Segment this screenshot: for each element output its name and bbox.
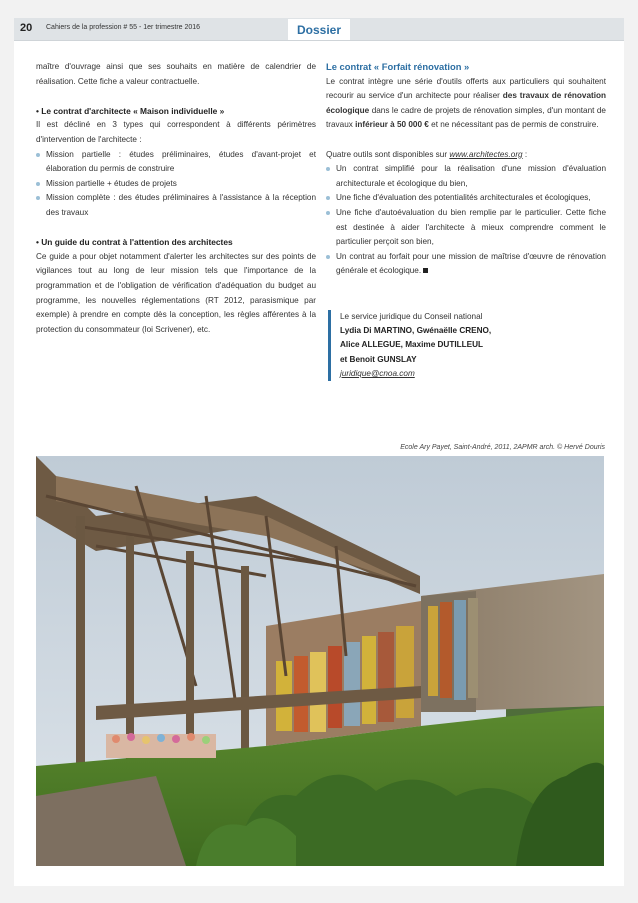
section1-body: Il est décliné en 3 types qui correspondent à différents périmètres d'intervention de l'architecte : <box>36 120 316 144</box>
bullet-icon <box>36 182 40 186</box>
issue-line: Cahiers de la profession # 55 - 1er trimestre 2016 <box>46 24 201 31</box>
section1-bullet-list <box>36 148 316 221</box>
right-column <box>326 60 606 279</box>
signature-names-1: Lydia Di MARTINO, Gwénaëlle CRENO, <box>340 326 492 336</box>
bullet-icon <box>36 153 40 157</box>
photo-caption: Ecole Ary Payet, Saint-André, 2011, 2APMR arch. © Hervé Douris <box>400 444 605 451</box>
end-of-article-icon <box>423 268 428 273</box>
signature-block <box>328 310 560 381</box>
forfait-renovation-heading: Le contrat « Forfait rénovation » <box>326 61 470 72</box>
signature-names-3: et Benoit GUNSLAY <box>340 354 417 364</box>
list-item: Mission complète : des études préliminaires à l'assistance à la réception des travaux <box>36 191 316 220</box>
section2-heading: • Un guide du contrat à l'attention des architectes <box>36 237 233 248</box>
forfait-renovation-paragraph: Le contrat intègre une série d'outils offerts aux particuliers qui souhaitent recourir au service d'un architecte pour réaliser des travaux de rénovation écologique dans le cadre de projets de rénovation simples, d'un montant de travaux inférieur à 50 000 € et ne nécessitant pas de permis de construire. <box>326 76 607 130</box>
list-item: Une fiche d'évaluation des potentialités architecturales et écologiques, <box>326 191 606 206</box>
list-item: Une fiche d'autoévaluation du bien remplie par le particulier. Cette fiche est destinée à aider l'architecte à mieux comprendre comment le particulier perçoit son bien, <box>326 206 606 250</box>
left-column <box>36 60 316 337</box>
tools-intro: Quatre outils sont disponibles sur www.architectes.org : <box>326 149 528 159</box>
signature-email-link[interactable]: juridique@cnoa.com <box>340 368 415 378</box>
bullet-icon <box>326 167 330 171</box>
bullet-icon <box>36 196 40 200</box>
signature-names-2: Alice ALLEGUE, Maxime DUTILLEUL <box>340 340 483 350</box>
section-title: Dossier <box>288 19 350 41</box>
page-number: 20 <box>20 22 33 34</box>
architectes-link[interactable]: www.architectes.org <box>449 149 523 159</box>
list-item: Un contrat au forfait pour une mission de maîtrise d'œuvre de rénovation générale et écologique. <box>326 250 606 279</box>
intro-paragraph: maître d'ouvrage ainsi que ses souhaits en matière de calendrier de réalisation. Cette fiche a valeur contractuelle. <box>36 62 316 86</box>
list-item: Mission partielle + études de projets <box>36 177 316 192</box>
list-item: Un contrat simplifié pour la réalisation d'une mission d'évaluation architecturale et écologique du bien, <box>326 162 606 191</box>
signature-service: Le service juridique du Conseil national <box>340 312 483 321</box>
bullet-icon <box>326 196 330 200</box>
header-divider <box>14 40 624 41</box>
school-building-photo <box>36 456 604 866</box>
bullet-icon <box>326 211 330 215</box>
tools-bullet-list <box>326 162 606 279</box>
list-item: Mission partielle : études préliminaires, études d'avant-projet et élaboration du permis de construire <box>36 148 316 177</box>
section2-body: Ce guide a pour objet notamment d'alerter les architectes sur des points de vigilances tout au long de leur mission tels que l'importance de la programmation et de l'obligation de vérification d'adéquation du budget au programme, les nouvelles réglementations (RT 2012, parasismique par exemple) à prendre en compte dès la conception, les règles afférentes à la protection du consommateur (loi Scrivener), etc. <box>36 251 316 334</box>
bullet-icon <box>326 255 330 259</box>
section1-heading: • Le contrat d'architecte « Maison individuelle » <box>36 105 225 116</box>
